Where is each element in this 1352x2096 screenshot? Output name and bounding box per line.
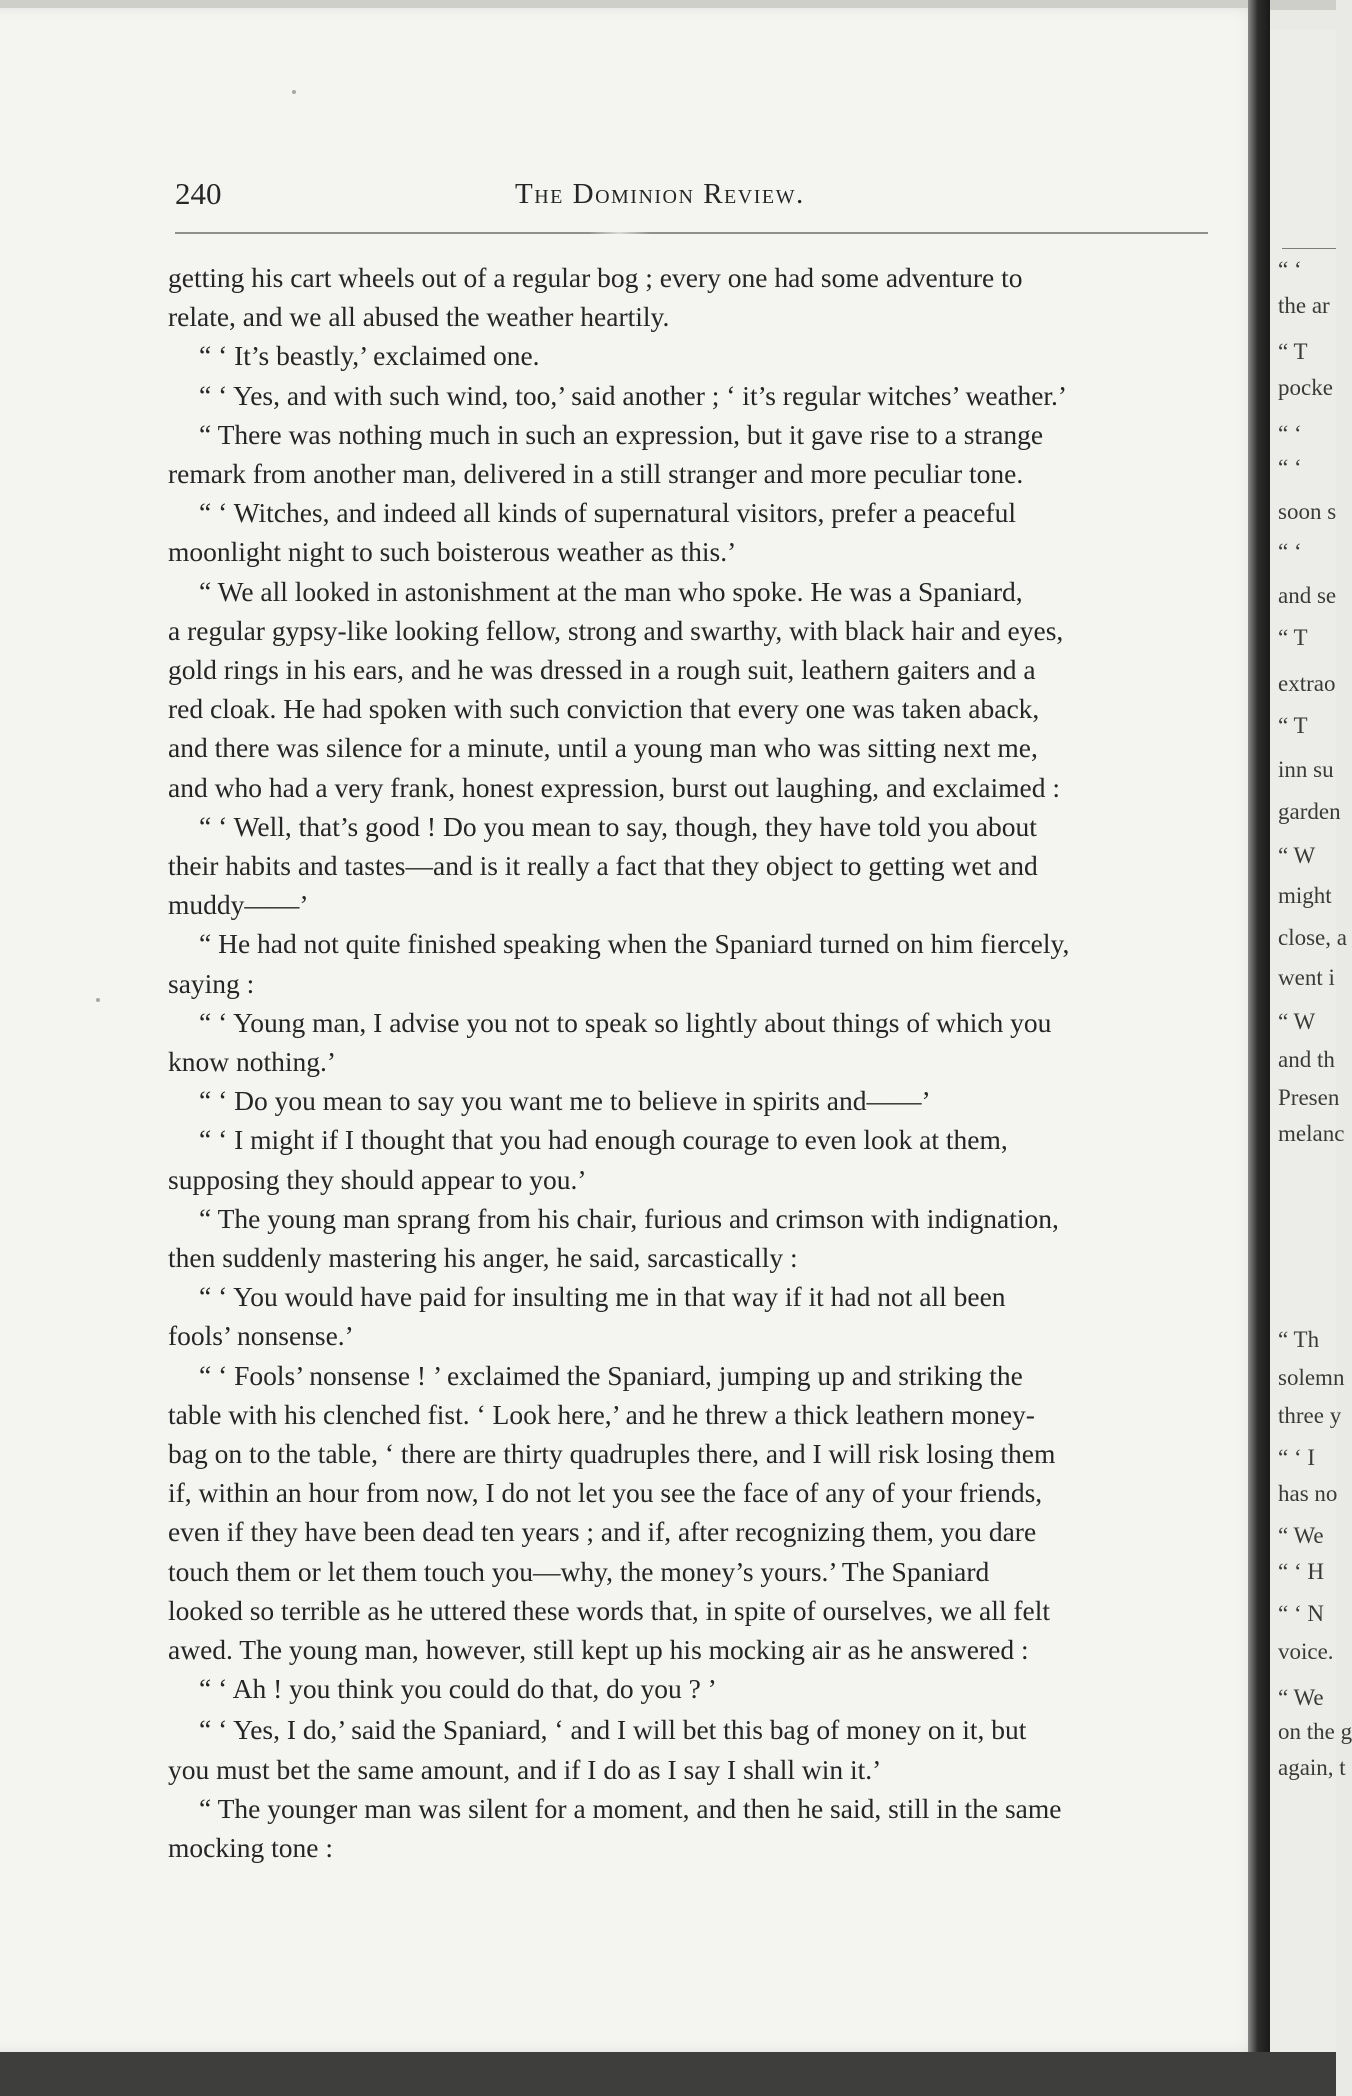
text-line: know nothing.’ (168, 1046, 337, 1077)
facing-page-fragment: has no (1278, 1481, 1338, 1506)
text-line: then suddenly mastering his anger, he said, sarcastically : (168, 1242, 798, 1273)
facing-page-fragment: “ ‘ H (1278, 1559, 1324, 1584)
facing-page-fragment: might (1278, 883, 1332, 908)
facing-page-fragment: on the g (1278, 1719, 1352, 1744)
facing-page-fragment: solemn (1278, 1365, 1345, 1390)
facing-page-fragment: “ T (1278, 625, 1308, 650)
text-line: touch them or let them touch you—why, the money’s yours.’ The Spaniard (168, 1555, 990, 1587)
facing-page-fragment: “ ‘ (1278, 421, 1302, 446)
facing-page-fragment: again, t (1278, 1755, 1346, 1780)
page-number: 240 (175, 176, 222, 211)
text-line: red cloak. He had spoken with such conviction that every one was taken aback, (168, 693, 1040, 725)
text-line: relate, and we all abused the weather heartily. (168, 301, 670, 333)
facing-page-fragment: “ T (1278, 339, 1308, 364)
book-gutter (1248, 0, 1270, 2052)
text-line: gold rings in his ears, and he was dressed in a rough suit, leathern gaiters and a (168, 654, 1036, 685)
text-line: “ There was nothing much in such an expression, but it gave rise to a strange (199, 418, 1044, 450)
facing-page (1270, 30, 1352, 2052)
facing-page-fragment: “ ‘ N (1278, 1601, 1324, 1626)
text-line: “ ‘ Ah ! you think you could do that, do you ? ’ (199, 1673, 717, 1705)
facing-page-fragment: “ W (1278, 843, 1316, 868)
journal-title: The Dominion Review. (515, 178, 805, 210)
facing-page-fragment: close, a (1278, 925, 1347, 950)
text-line: if, within an hour from now, I do not let you see the face of any of your friends, (168, 1477, 1043, 1509)
facing-page-fragment: “ ‘ (1278, 455, 1302, 480)
text-line: looked so terrible as he uttered these words that, in spite of ourselves, we all felt (168, 1594, 1051, 1626)
text-line: moonlight night to such boisterous weather as this.’ (168, 536, 737, 568)
header-rule (175, 232, 1208, 234)
facing-page-fragment: “ Th (1278, 1327, 1320, 1352)
text-line: “ ‘ Young man, I advise you not to speak so lightly about things of which you (199, 1006, 1052, 1038)
text-line: their habits and tastes—and is it really a fact that they object to getting wet and (168, 850, 1038, 881)
text-line: “ ‘ It’s beastly,’ exclaimed one. (199, 340, 540, 372)
facing-page-fragment: Presen (1278, 1085, 1340, 1110)
text-line: awed. The young man, however, still kept up his mocking air as he answered : (168, 1634, 1029, 1665)
facing-page-fragment: soon s (1278, 499, 1337, 524)
text-line: “ He had not quite finished speaking when the Spaniard turned on him fiercely, (199, 928, 1070, 960)
facing-page-fragment: pocke (1278, 375, 1333, 400)
text-line: you must bet the same amount, and if I do as I say I shall win it.’ (168, 1753, 882, 1785)
text-line: table with his clenched fist. ‘ Look here,’ and he threw a thick leathern money- (168, 1398, 1035, 1430)
scan-border-bottom (0, 2052, 1336, 2096)
text-line: “ ‘ You would have paid for insulting me in that way if it had not all been (199, 1281, 1006, 1313)
text-line: “ ‘ Yes, I do,’ said the Spaniard, ‘ and I will bet this bag of money on it, but (199, 1714, 1027, 1746)
text-line: and there was silence for a minute, until a young man who was sitting next me, (168, 732, 1038, 764)
text-line: “ ‘ I might if I thought that you had enough courage to even look at them, (199, 1124, 1008, 1156)
facing-page-fragment: voice. (1278, 1639, 1334, 1664)
facing-page-fragment: “ ‘ (1278, 539, 1302, 564)
text-line: “ ‘ Do you mean to say you want me to believe in spirits and——’ (199, 1085, 931, 1117)
facing-page-fragment: melanc (1278, 1121, 1345, 1146)
facing-page-fragment: extrao (1278, 671, 1336, 696)
text-line: remark from another man, delivered in a still stranger and more peculiar tone. (168, 458, 1024, 489)
scan-speck (292, 90, 296, 94)
text-line: bag on to the table, ‘ there are thirty quadruples there, and I will risk losing them (168, 1438, 1056, 1469)
text-line: muddy——’ (168, 889, 309, 921)
text-line: “ ‘ Fools’ nonsense ! ’ exclaimed the Spaniard, jumping up and striking the (199, 1359, 1023, 1391)
text-line: “ ‘ Well, that’s good ! Do you mean to say, though, they have told you about (199, 810, 1037, 842)
facing-page-fragment: “ We (1278, 1523, 1324, 1548)
facing-page-fragment: “ ‘ (1278, 257, 1302, 282)
text-line: mocking tone : (168, 1832, 333, 1863)
facing-page-fragment: and th (1278, 1047, 1335, 1072)
text-line: “ ‘ Yes, and with such wind, too,’ said another ; ‘ it’s regular witches’ weather.’ (199, 379, 1068, 411)
facing-page-fragment: went i (1278, 965, 1335, 990)
text-line: saying : (168, 967, 255, 999)
running-head (175, 176, 1205, 216)
facing-page-fragment: the ar (1278, 293, 1330, 318)
text-line: “ The young man sprang from his chair, furious and crimson with indignation, (199, 1202, 1059, 1234)
facing-page-fragment: garden (1278, 799, 1341, 824)
text-line: fools’ nonsense.’ (168, 1320, 354, 1352)
text-line: supposing they should appear to you.’ (168, 1163, 587, 1195)
facing-page-fragment: “ We (1278, 1685, 1324, 1710)
facing-page-fragment: “ W (1278, 1009, 1316, 1034)
facing-page-fragment: three y (1278, 1403, 1342, 1428)
facing-page-fragment: “ ‘ I (1278, 1445, 1316, 1470)
facing-page-fragment: “ T (1278, 713, 1308, 738)
facing-page-fragment: inn su (1278, 757, 1334, 782)
text-line: “ ‘ Witches, and indeed all kinds of supernatural visitors, prefer a peaceful (199, 497, 1016, 529)
text-line: a regular gypsy-like looking fellow, strong and swarthy, with black hair and eyes, (168, 614, 1064, 646)
text-line: “ We all looked in astonishment at the man who spoke. He was a Spaniard, (199, 575, 1023, 607)
facing-page-header-rule (1282, 248, 1336, 249)
text-line: getting his cart wheels out of a regular bog ; every one had some adventure to (168, 262, 1023, 293)
text-line: and who had a very frank, honest expression, burst out laughing, and exclaimed : (168, 771, 1060, 803)
text-line: “ The younger man was silent for a moment, and then he said, still in the same (199, 1792, 1062, 1824)
scan-speck (96, 998, 100, 1002)
text-line: even if they have been dead ten years ; and if, after recognizing them, you dare (168, 1516, 1037, 1548)
facing-page-fragment: and se (1278, 583, 1337, 608)
